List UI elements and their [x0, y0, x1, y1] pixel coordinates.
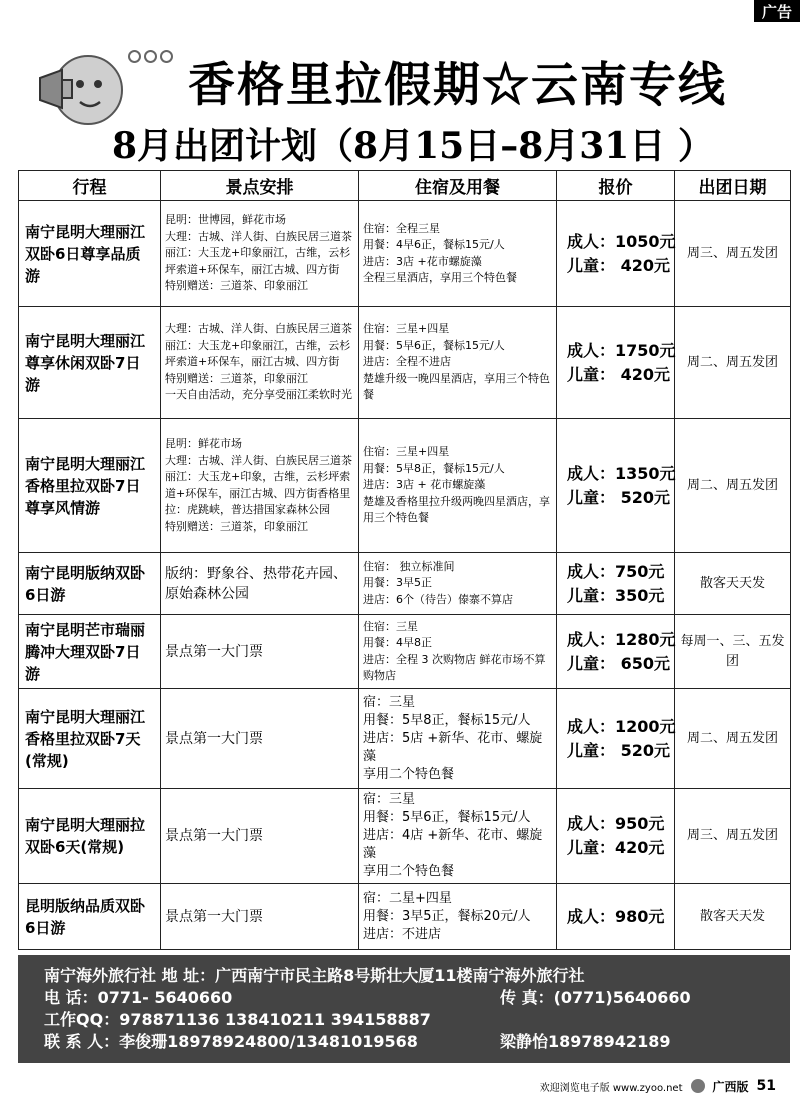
stay-line: 进店：4店 +新华、花市、螺旋藻 — [363, 828, 543, 861]
child-price: 儿童：350元 — [567, 585, 665, 605]
stay-line: 用餐：5早8正，餐标15元/人 — [363, 461, 505, 475]
spot-line: 特别赠送：三道茶、印象丽江 — [165, 279, 308, 293]
stay-line: 进店：3店 +花市螺旋藻 — [363, 254, 482, 268]
spot-line: 景点第一大门票 — [165, 908, 263, 925]
stay-line: 用餐：5早6正，餐标15元/人 — [363, 338, 505, 352]
stay-line: 进店：6个（待告）傣寨不算店 — [363, 592, 513, 606]
stay-line: 用餐：5早6正，餐标15元/人 — [363, 810, 531, 825]
adult-price: 成人：980元 — [567, 906, 665, 926]
price-cell — [557, 884, 675, 950]
spot-line: 大理：古城、洋人街、白族民居三道茶 — [165, 322, 352, 336]
stay-cell — [359, 201, 557, 307]
spots-cell — [161, 419, 359, 553]
price-cell — [557, 789, 675, 884]
contact-panel — [18, 955, 790, 1063]
stay-line: 用餐：3早5正，餐标20元/人 — [363, 908, 531, 924]
spot-line: 版纳：野象谷、热带花卉园、原始森林公园 — [165, 565, 347, 602]
stay-line: 进店：5店 +新华、花市、螺旋藻 — [363, 730, 543, 764]
spot-line: 丽江：大玉龙+印象，古维，云杉坪索道+环保车，丽江古城、四方街香格里拉：虎跳峡，普达措国家森林公园 — [165, 470, 351, 516]
spot-line: 特别赠送：三道茶，印象丽江 — [165, 519, 308, 533]
table-row — [19, 201, 791, 307]
spots-cell — [161, 201, 359, 307]
spot-line: 一天自由活动，充分享受丽江柔软时光 — [165, 388, 352, 402]
stay-line: 享用二个特色餐 — [363, 864, 455, 879]
stay-line: 用餐：5早8正，餐标15元/人 — [363, 712, 531, 728]
table-row — [19, 307, 791, 419]
route-name: 昆明版纳品质双卧6日游 — [19, 884, 161, 950]
table-row — [19, 553, 791, 615]
stay-line: 用餐：3早5正 — [363, 576, 432, 590]
table-row — [19, 789, 791, 884]
departure-dates: 周二、周五发团 — [675, 419, 791, 553]
stay-line: 进店：不进店 — [363, 926, 442, 942]
route-name: 南宁昆明大理丽江香格里拉双卧7日尊享风情游 — [19, 419, 161, 553]
spot-line: 昆明：鲜花市场 — [165, 437, 242, 450]
tour-plan-table — [18, 170, 791, 950]
fax-number: 传 真：(0771)5640660 — [500, 988, 691, 1007]
stay-line: 住宿： 独立标准间 — [363, 559, 455, 573]
price-cell — [557, 553, 675, 615]
adult-price: 成人：1280元 — [567, 629, 676, 649]
spots-cell — [161, 307, 359, 419]
stay-line: 宿：三星 — [363, 792, 416, 807]
child-price: 儿童： 520元 — [567, 740, 670, 760]
phone-fax-row — [44, 987, 764, 1009]
spots-cell — [161, 789, 359, 884]
agency-address: 南宁海外旅行社 地 址：广西南宁市民主路8号斯壮大厦11楼南宁海外旅行社 — [44, 966, 585, 985]
spot-line: 景点第一大门票 — [165, 828, 263, 844]
stay-line: 宿：三星 — [363, 694, 416, 710]
departure-dates: 周二、周五发团 — [675, 689, 791, 789]
stay-line: 进店：全程不进店 — [363, 355, 451, 369]
stay-line: 用餐：4早8正 — [363, 636, 432, 649]
spot-line: 景点第一大门票 — [165, 730, 263, 747]
child-price: 儿童：420元 — [567, 838, 665, 857]
page-subtitle: 8月出团计划（8月15日–8月31日 ） — [112, 125, 714, 167]
route-name: 南宁昆明大理丽江尊享休闲双卧7日游 — [19, 307, 161, 419]
stay-line: 宿：二星+四星 — [363, 890, 452, 906]
spot-line: 景点第一大门票 — [165, 643, 263, 660]
price-cell — [557, 615, 675, 689]
stay-cell — [359, 615, 557, 689]
page-header — [0, 22, 800, 167]
stay-line: 住宿：三星+四星 — [363, 445, 450, 459]
header-price: 报价 — [557, 171, 675, 201]
edition-label: 广西版 — [712, 1079, 749, 1094]
spots-cell — [161, 553, 359, 615]
route-name: 南宁昆明大理丽拉双卧6天(常规) — [19, 789, 161, 884]
table-row — [19, 884, 791, 950]
spots-cell — [161, 884, 359, 950]
route-name: 南宁昆明芒市瑞丽腾冲大理双卧7日游 — [19, 615, 161, 689]
adult-price: 成人：1050元 — [567, 231, 676, 251]
stay-line: 进店：全程 3 次购物店 鲜花市场不算购物店 — [363, 652, 546, 682]
adult-price: 成人：1200元 — [567, 716, 676, 736]
page-footer — [0, 1075, 800, 1097]
price-cell — [557, 307, 675, 419]
adult-price: 成人：750元 — [567, 561, 665, 581]
stay-cell — [359, 789, 557, 884]
child-price: 儿童： 420元 — [567, 364, 670, 384]
spot-line: 特别赠送：三道茶，印象丽江 — [165, 371, 308, 385]
route-name: 南宁昆明大理丽江双卧6日尊享品质游 — [19, 201, 161, 307]
stay-line: 住宿：三星 — [363, 619, 418, 633]
header-spots: 景点安排 — [161, 171, 359, 201]
departure-dates: 散客天天发 — [675, 884, 791, 950]
contact-persons-row — [44, 1031, 764, 1053]
stay-cell — [359, 689, 557, 789]
spot-line: 丽江：大玉龙+印象丽江，古维，云杉坪索道+环保车，丽江古城、四方街 — [165, 246, 351, 276]
price-cell — [557, 689, 675, 789]
spot-line: 丽江：大玉龙+印象丽江，古维，云杉坪索道+环保车，丽江古城、四方街 — [165, 338, 351, 369]
stay-cell — [359, 307, 557, 419]
price-cell — [557, 419, 675, 553]
stay-line: 楚雄升级一晚四星酒店，享用三个特色餐 — [363, 371, 550, 402]
route-name: 南宁昆明版纳双卧6日游 — [19, 553, 161, 615]
departure-dates: 周二、周五发团 — [675, 307, 791, 419]
adult-price: 成人：1350元 — [567, 463, 676, 483]
stay-line: 进店：3店 + 花市螺旋藻 — [363, 478, 486, 492]
qq-numbers: 工作QQ：978871136 138410211 394158887 — [44, 1010, 431, 1029]
table-row — [19, 615, 791, 689]
ad-tag: 广告 — [754, 0, 800, 22]
stay-line: 住宿：三星+四星 — [363, 322, 450, 336]
site-text: 欢迎浏览电子版 www.zyoo.net — [539, 1082, 683, 1094]
publisher-logo-icon — [691, 1079, 705, 1093]
route-name: 南宁昆明大理丽江香格里拉双卧7天(常规) — [19, 689, 161, 789]
table-header-row — [19, 171, 791, 201]
adult-price: 成人：1750元 — [567, 340, 676, 360]
page-title: 香格里拉假期☆云南专线 — [188, 58, 727, 113]
child-price: 儿童： 650元 — [567, 653, 670, 673]
stay-line: 全程三星酒店，享用三个特色餐 — [363, 271, 517, 284]
header-stay: 住宿及用餐 — [359, 171, 557, 201]
price-cell — [557, 201, 675, 307]
departure-dates: 散客天天发 — [675, 553, 791, 615]
child-price: 儿童： 520元 — [567, 487, 670, 507]
phone-number: 电 话：0771- 5640660 — [44, 988, 233, 1007]
page-number: 51 — [756, 1078, 776, 1094]
header-route: 行程 — [19, 171, 161, 201]
header-dates: 出团日期 — [675, 171, 791, 201]
departure-dates: 每周一、三、五发团 — [675, 615, 791, 689]
departure-dates: 周三、周五发团 — [675, 201, 791, 307]
adult-price: 成人：950元 — [567, 814, 665, 833]
spots-cell — [161, 615, 359, 689]
stay-cell — [359, 419, 557, 553]
table-row — [19, 419, 791, 553]
table-row — [19, 689, 791, 789]
spot-line: 昆明：世博园，鲜花市场 — [165, 213, 286, 227]
contact-person-2: 梁静怡18978942189 — [500, 1032, 671, 1051]
stay-line: 楚雄及香格里拉升级两晚四星酒店，享用三个特色餐 — [363, 494, 550, 525]
stay-line: 用餐：4早6正，餐标15元/人 — [363, 238, 505, 251]
departure-dates: 周三、周五发团 — [675, 789, 791, 884]
stay-line: 享用二个特色餐 — [363, 766, 455, 782]
stay-cell — [359, 884, 557, 950]
stay-line: 住宿：全程三星 — [363, 221, 440, 235]
bubbles-decoration — [128, 50, 173, 63]
spots-cell — [161, 689, 359, 789]
contact-person-1: 联 系 人：李俊珊18978924800/13481019568 — [44, 1032, 418, 1051]
stay-cell — [359, 553, 557, 615]
spot-line: 大理：古城、洋人街、白族民居三道茶 — [165, 229, 352, 243]
child-price: 儿童： 420元 — [567, 255, 670, 275]
spot-line: 大理：古城、洋人街、白族民居三道茶 — [165, 453, 352, 467]
